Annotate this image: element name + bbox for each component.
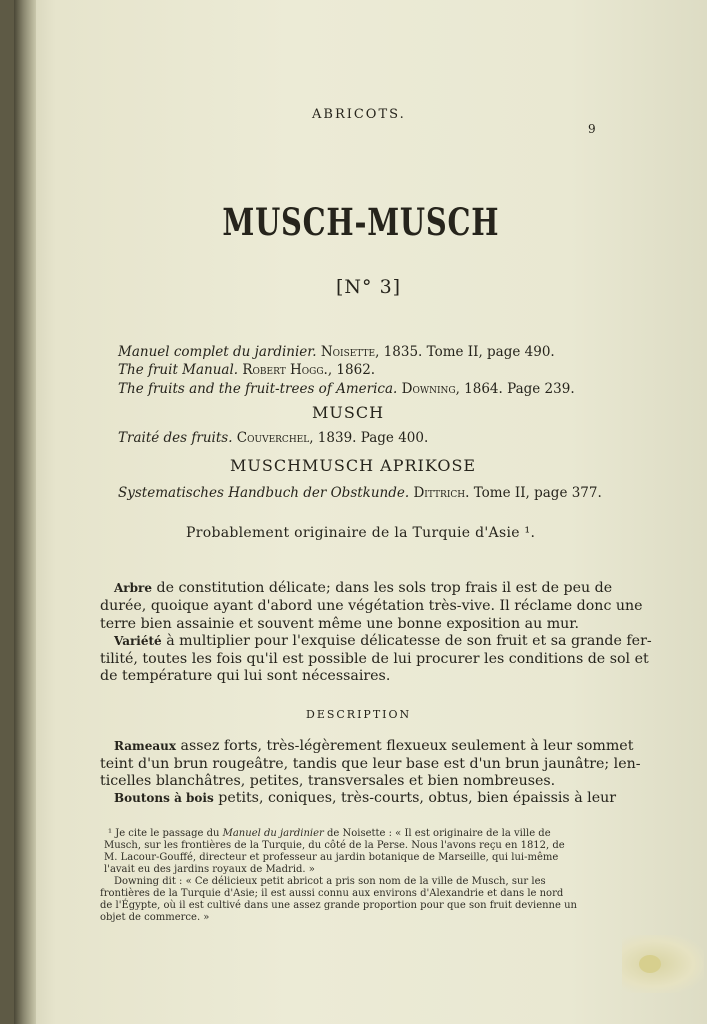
variety-number: [N° 3] [336,276,402,298]
reference-details: . Tome II, page 377. [465,485,602,501]
paragraph-lead: Boutons à bois [114,791,214,805]
paragraph-line: terre bien assainie et souvent même une bonne exposition au mur. [100,616,580,632]
paragraph-line: tilité, toutes les fois qu'il est possible de lui procurer les conditions de sol et [100,651,649,667]
synonym-heading: MUSCHMUSCH APRIKOSE [230,456,477,475]
reference-details: , 1835. Tome II, page 490. [375,344,555,360]
reference-author: Dittrich [413,485,466,501]
reference-author: Noisette [320,344,376,360]
section-heading: DESCRIPTION [306,708,412,721]
reference-line [118,381,575,397]
reference-work: Traité des fruits. [118,430,233,446]
reference-details: ., 1862. [323,362,376,378]
reference-line [118,362,375,378]
footnote-line: frontières de la Turquie d'Asie; il est aussi connu aux environs d'Alexandrie et dans le nord [100,888,564,899]
paragraph-text: à multiplier pour l'exquise délicatesse de son fruit et sa grande fer- [166,633,652,649]
page-title: MUSCH-MUSCH [222,200,500,244]
running-head: ABRICOTS. [312,107,406,122]
reference-author: Couverchel [236,430,310,446]
page-number: 9 [588,122,596,136]
paper-stain [639,955,661,973]
paragraph-lead: Variété [114,634,162,648]
paragraph-text: petits, coniques, très-courts, obtus, bien épaissis à leur [218,790,617,806]
reference-details: , 1864. Page 239. [455,381,575,397]
paper-stain [622,935,704,993]
book-binding [14,0,36,1024]
paragraph-lead: Rameaux [114,739,177,753]
reference-author: Robert Hogg [242,362,324,378]
paragraph-line: ticelles blanchâtres, petites, transversales et bien nombreuses. [100,773,556,789]
paragraph-line [114,790,616,806]
footnote-line: M. Lacour-Gouffé, directeur et professeur au jardin botanique de Marseille, qui lui-même [104,852,559,863]
reference-work: Systematisches Handbuch der Obstkunde. [118,485,410,501]
paragraph-line [114,633,652,649]
paragraph-line: de température qui lui sont nécessaires. [100,668,391,684]
footnote-line: Musch, sur les frontières de la Turquie, du côté de la Perse. Nous l'avons reçu en 1812, de [104,840,565,851]
footnote-work: Manuel du jardinier [222,828,324,839]
footnote-line: objet de commerce. » [100,912,210,923]
footnote-line [108,828,551,839]
paragraph-text: assez forts, très-légèrement flexueux seulement à leur sommet [180,738,634,754]
footnote-line: l'avait eu des jardins royaux de Madrid. » [104,864,315,875]
footnote-text: ¹ Je cite le passage du [108,828,223,839]
reference-line [118,344,555,360]
reference-work: Manuel complet du jardinier. [118,344,317,360]
origin-note: Probablement originaire de la Turquie d'Asie ¹. [186,525,536,541]
reference-details: , 1839. Page 400. [309,430,429,446]
paragraph-line: teint d'un brun rougeâtre, tandis que leur base est d'un brun jaunâtre; len- [100,756,641,772]
paragraph-line: durée, quoique ayant d'abord une végétation très-vive. Il réclame donc une [100,598,643,614]
reference-work: The fruit Manual. [118,362,239,378]
paragraph-lead: Arbre [114,581,152,595]
reference-author: Downing [401,381,456,397]
synonym-heading: MUSCH [312,403,385,422]
paragraph-text: de constitution délicate; dans les sols trop frais il est de peu de [156,580,613,596]
reference-line [118,485,602,501]
footnote-text: de Noisette : « Il est originaire de la ville de [323,828,551,839]
book-page [14,0,707,1024]
footnote-line: Downing dit : « Ce délicieux petit abricot a pris son nom de la ville de Musch, sur les [114,876,546,887]
paragraph-line [114,738,633,754]
paragraph-line [114,580,612,596]
reference-line [118,430,428,446]
footnote-line: de l'Égypte, où il est cultivé dans une assez grande proportion pour que son fruit devienne un [100,900,577,911]
reference-work: The fruits and the fruit-trees of America. [118,381,398,397]
